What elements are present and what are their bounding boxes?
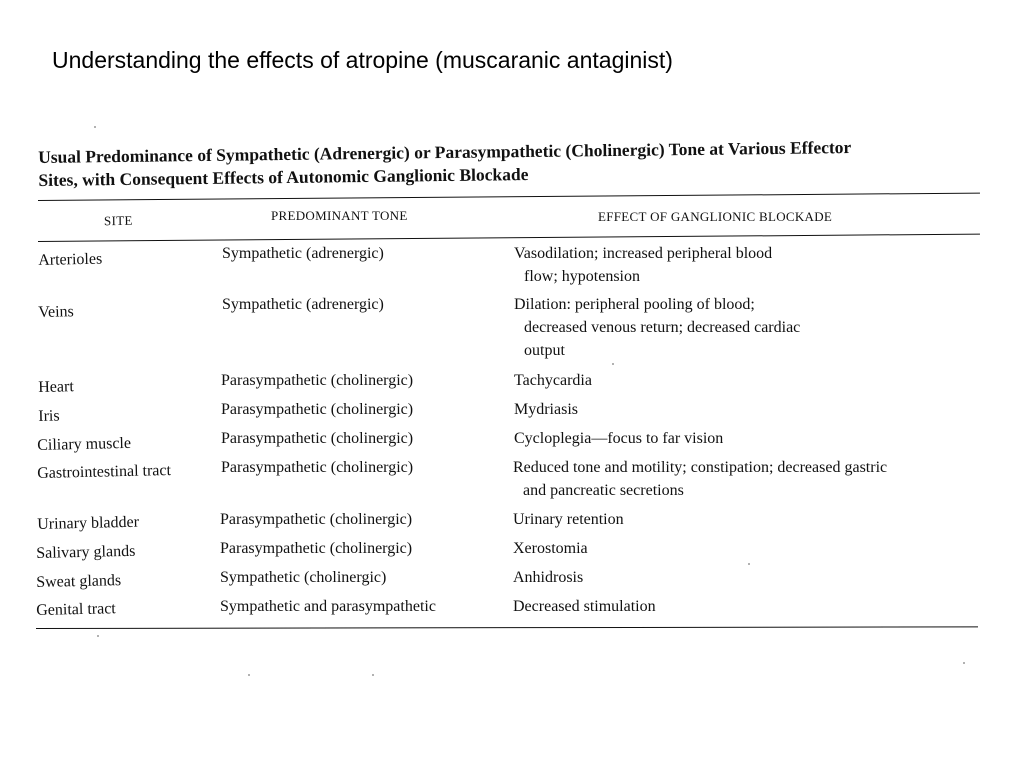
site-cell: Sweat glands [36, 572, 122, 591]
tone-cell: Parasympathetic (cholinergic) [221, 459, 414, 476]
effect-cell [513, 456, 887, 502]
site-cell: Salivary glands [36, 542, 136, 562]
tone-cell: Parasympathetic (cholinergic) [221, 401, 414, 418]
effect-cell [514, 369, 592, 392]
column-header-effect: EFFECT OF GANGLIONIC BLOCKADE [598, 209, 833, 224]
effect-line: Mydriasis [514, 401, 578, 418]
effect-line: Cycloplegia—focus to far vision [514, 430, 724, 447]
effect-line: Decreased stimulation [513, 598, 656, 615]
effect-cell [513, 508, 624, 531]
scan-speck [97, 635, 99, 637]
effect-line: flow; hypotension [524, 268, 640, 285]
tone-cell: Parasympathetic (cholinergic) [221, 430, 414, 447]
effect-line: Reduced tone and motility; constipation; decreased gastric [513, 459, 888, 476]
effect-line: decreased venous return; decreased cardiac [524, 319, 801, 336]
scan-speck [94, 126, 96, 128]
effect-cell [514, 242, 772, 288]
scan-speck [612, 363, 614, 365]
scan-speck [372, 674, 374, 676]
header-rule [38, 234, 980, 242]
tone-cell: Sympathetic (cholinergic) [220, 569, 387, 586]
column-header-site: SITE [103, 212, 133, 229]
tone-cell: Sympathetic and parasympathetic [220, 598, 436, 615]
effect-line: Xerostomia [513, 540, 588, 557]
effect-cell [513, 595, 656, 618]
scan-speck [248, 674, 250, 676]
tone-cell: Parasympathetic (cholinergic) [220, 540, 413, 557]
table-heading [38, 134, 988, 192]
effect-line: Dilation: peripheral pooling of blood; [514, 296, 755, 313]
tone-cell: Parasympathetic (cholinergic) [221, 372, 414, 389]
effect-cell [513, 566, 583, 589]
site-cell: Arterioles [38, 250, 103, 269]
site-cell: Gastrointestinal tract [37, 461, 172, 482]
site-cell: Veins [38, 303, 75, 321]
effect-line: Urinary retention [513, 511, 624, 528]
site-cell: Ciliary muscle [37, 434, 132, 454]
tone-cell: Sympathetic (adrenergic) [222, 296, 384, 313]
site-cell: Iris [38, 407, 60, 425]
top-rule [38, 193, 980, 201]
effect-line: output [524, 342, 565, 359]
effect-line: Tachycardia [514, 372, 592, 389]
slide-title: Understanding the effects of atropine (muscaranic antaginist) [52, 47, 673, 73]
effect-cell [514, 427, 723, 450]
site-cell: Urinary bladder [37, 513, 140, 533]
column-header-tone: PREDOMINANT TONE [271, 208, 408, 223]
site-cell: Genital tract [36, 600, 116, 619]
table-heading-line-2: Sites, with Consequent Effects of Autonomic Ganglionic Blockade [38, 164, 529, 190]
effect-line: and pancreatic secretions [523, 482, 684, 499]
scan-speck [963, 662, 965, 664]
tone-cell: Sympathetic (adrenergic) [222, 245, 384, 262]
effect-cell [514, 293, 800, 362]
effect-line: Anhidrosis [513, 569, 584, 586]
table-heading-line-1: Usual Predominance of Sympathetic (Adrenergic) or Parasympathetic (Cholinergic) Tone at Various Effector [38, 137, 852, 167]
effect-line: Vasodilation; increased peripheral blood [514, 245, 773, 262]
site-cell: Heart [38, 378, 74, 396]
effect-cell [513, 537, 588, 560]
bottom-rule [36, 626, 978, 629]
scan-speck [748, 563, 750, 565]
effect-cell [514, 398, 578, 421]
tone-cell: Parasympathetic (cholinergic) [220, 511, 413, 528]
